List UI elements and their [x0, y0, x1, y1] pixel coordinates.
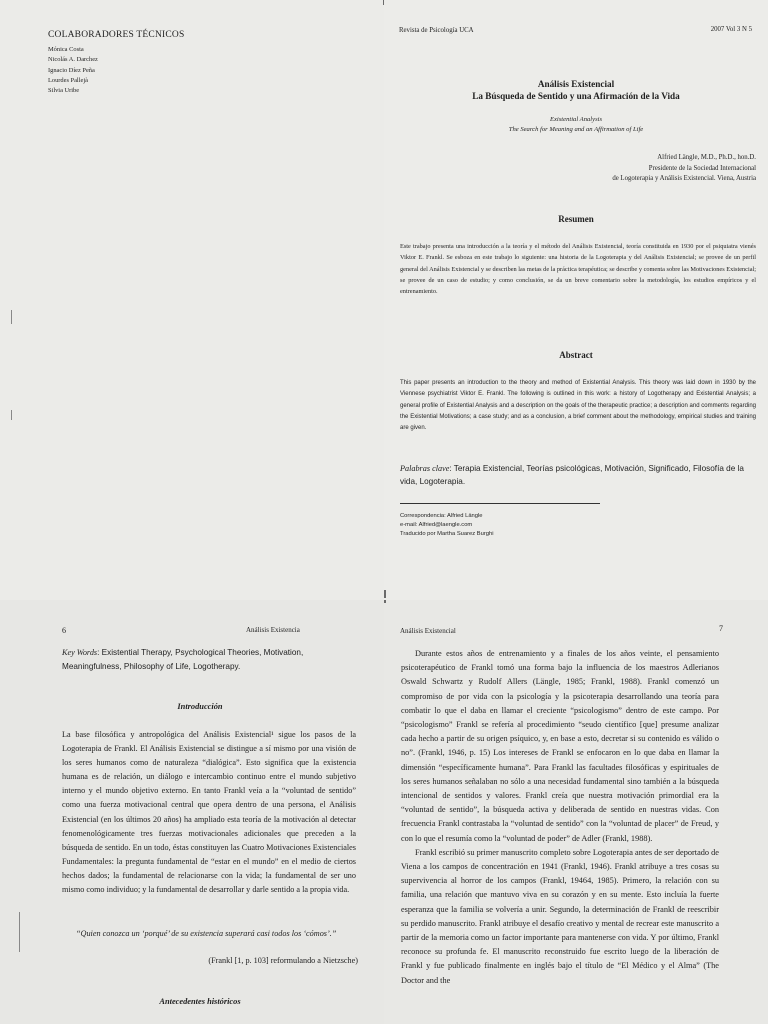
keywords-text: : Terapia Existencial, Teorías psicológicas, Motivación, Significado, Filosofía de la vida, Logoterapia.: [400, 464, 744, 486]
email-line: e-mail: Alfried@laengle.com: [400, 521, 473, 528]
scan-binding-mark: [11, 410, 12, 420]
resumen-heading: Resumen: [558, 214, 594, 224]
contributor-name: Silvia Uribe: [48, 87, 80, 95]
scan-binding-mark: [19, 912, 20, 952]
scan-mark: [384, 590, 386, 598]
contributors-heading: COLABORADORES TÉCNICOS: [48, 30, 185, 40]
article-title-line: Análisis Existencial: [537, 79, 615, 89]
contributor-name: Nicolás A. Darchez: [48, 56, 98, 64]
paragraph: Durante estos años de entrenamiento y a finales de los años veinte, el pensamiento psicoterapéutico de Frankl tomó una forma bajo la influencia de los maestros Adlerianos Oswald Schwartz y Rudolf Allers (Längle, 1985; Frankl, 1988). Frankl comenzó un compromiso de por vida con la psicología y la psicoterapia desarrollando una teoría para combatir lo que el daba en llamar el creciente “psicologismo” dentro de este campo. Por “psicologismo” Frankl se refería al procedimiento “seudo científico [que] presume analizar cada hecho a partir de su origen psíquico, y, en base a esto, decretar si su contenido es válido o no”. (Frankl, 1946, p. 15) Los intereses de Frankl se enfocaron en lo que daba en llamar la dimensión “específicamente humana”. Para Frankl las facultades filosóficas y espirituales de los seres humanos señalaban no sólo a una necesidad fundamental sino también a la búsqueda intencional de sentidos y valores. Frankl creía que nuestra motivación primordial era la “voluntad de sentido”, la búsqueda activa y deliberada de sentido en nuestras vidas. Con frecuencia Frankl contrastaba la “voluntad de sentido” con la “voluntad de placer” de Freud, y con lo que el resumía como la “voluntad de poder” de Adler (Frankl, 1988).: [401, 649, 719, 843]
keywords-label: Palabras clave: [400, 464, 450, 473]
page-number: 6: [62, 626, 66, 635]
journal-volume: 2007 Vol 3 N 5: [710, 26, 752, 33]
running-head: Análisis Existencial: [400, 627, 456, 635]
abstract-text: This paper presents an introduction to the theory and method of Existential Analysis. This theory was laid down in 1930 by the Viennese psychiatrist Viktor E. Frankl. The following is outlined in this work: a history of Logotherapy and Existential Analysis; a general profile of Existential Analysis and a description on the goals of the therapeutic practice; a description and comments regarding the Existential Motivations; a case study; and as a conclusion, a brief comment about the methodology, empirical studies and training are given.: [400, 380, 756, 432]
author-affiliation: [612, 153, 756, 185]
author-institution: de Logoterapia y Análisis Existencial. Viena, Austria: [612, 175, 756, 182]
quote-source: (Frankl [1, p. 103] reformulando a Nietzsche): [208, 956, 358, 965]
english-title-line: Existential Analysis: [549, 116, 603, 123]
page-number: 7: [719, 624, 723, 633]
scan-mark: [384, 600, 386, 603]
keywords-label: Key Words: [62, 648, 98, 657]
contributor-name: Lourdes Pallejà: [48, 76, 88, 84]
page-top-left: [0, 0, 384, 600]
introduction-heading: Introducción: [177, 702, 223, 711]
translator-line: Traducido por Martha Suarez Burghi: [400, 530, 494, 537]
contributor-name: Ignacio Díez Peña: [48, 66, 95, 74]
nietzsche-quote: “Quien conozca un ‘porqué’ de su existencia superará casi todos los ‘cómos’.”: [76, 929, 337, 938]
contributor-name: Mónica Costa: [48, 46, 84, 53]
article-title: [384, 78, 768, 102]
page-top-right: [384, 0, 768, 600]
running-head: Análisis Existencia: [246, 626, 300, 634]
spanish-keywords: [400, 462, 756, 488]
author-name: Alfried Längle, M.D., Ph.D., hon.D.: [657, 154, 756, 161]
english-title-line: The Search for Meaning and an Affirmation of Life: [508, 125, 644, 133]
author-role: Presidente de la Sociedad Internacional: [648, 164, 756, 172]
article-title-line: La Búsqueda de Sentido y una Afirmación de la Vida: [472, 91, 680, 101]
journal-name: Revista de Psicología UCA: [399, 27, 474, 34]
correspondence-block: [400, 512, 494, 538]
page-bottom-right: [384, 600, 768, 1024]
correspondence-line: Correspondencia: Alfried Längle: [400, 513, 483, 519]
resumen-text: Este trabajo presenta una introducción a la teoría y el método del Análisis Existencial, teoría constituida en 1930 por el psiquiatra vienés Viktor E. Frankl. Se esboza en este trabajo lo siguiente: una historia de la Logoterapia y del Análisis Existencial; se provee de un perfil general del Análisis Existencial y se describen las metas de la práctica terapéutica; se describe y comenta sobre las Motivaciones Existencial; se provee de un caso de estudio; y como conclusión, se da un breve comentario sobre la metodología, los estudios empíricos y el entrenamiento.: [400, 243, 756, 296]
footnote-divider: [400, 503, 600, 504]
scan-binding-mark: [11, 310, 12, 324]
contributors-list: [48, 45, 98, 96]
abstract-heading: Abstract: [559, 350, 593, 360]
paragraph: Frankl escribió su primer manuscrito completo sobre Logoterapia antes de ser deportado de Viena a los campos de concentración en 1941 (Frankl, 1946). Frankl atribuye a tres cosas su supervivencia al horror de los campos (Frankl, 19464, 1985). Primero, la relación con su familia, una relación que mantuvo viva en su corazón y en su mente. Esto incluía la fuerte esperanza que la familia se volvería a unir. Segundo, la determinación de Frankl de reescribir su perdido manuscrito. Frankl atribuye el desafío creativo y mental de recrear este manuscrito a partir de la memoria como un factor importante para mantenerse con vida. Y por último, Frankl reconoce su profunda fe. El manuscrito reconstruido fue escrito luego de la liberación de Frankl y fue publicado finalmente en inglés bajo el título de “El Médico y el Alma” (The Doctor and the: [401, 847, 719, 985]
introduction-text: La base filosófica y antropológica del Análisis Existencial¹ sigue los pasos de la Logoterapia de Frankl. El Análisis Existencial se distingue a sí mismo por una visión de los seres humanos como de naturaleza “dialógica”. Esto significa que la existencia humana es de relación, un diálogo e intercambio continuo entre el mundo subjetivo interno y el mundo objetivo externo. En tanto Frankl veía a la “voluntad de sentido” como una fuerza motivacional central que opera dentro de una persona, el Análisis Existencial (en los últimos 20 años) ha ampliado esta teoría de la motivación al detectar fenomenológicamente tres fuerzas motivacionales adicionales que preceden a la búsqueda de sentido. En un todo, éstas constituyen las Cuatro Motivaciones Existenciales Fundamentales: la pregunta fundamental de “estar en el mundo” en el medio de ciertos hechos dados; la fundamental de relacionarse con la vida; la fundamental de ser uno mismo como individuo; y la fundamental de desarrollar y darle sentido a la propia vida.: [62, 730, 356, 895]
article-english-title: [384, 115, 768, 134]
history-heading: Antecedentes históricos: [159, 997, 241, 1006]
body-text: [401, 647, 719, 988]
english-keywords: [62, 646, 358, 674]
page-bottom-left: [0, 600, 384, 1024]
keywords-text: : Existential Therapy, Psychological Theories, Motivation, Meaningfulness, Philosophy of Life, Logotherapy.: [62, 648, 304, 671]
